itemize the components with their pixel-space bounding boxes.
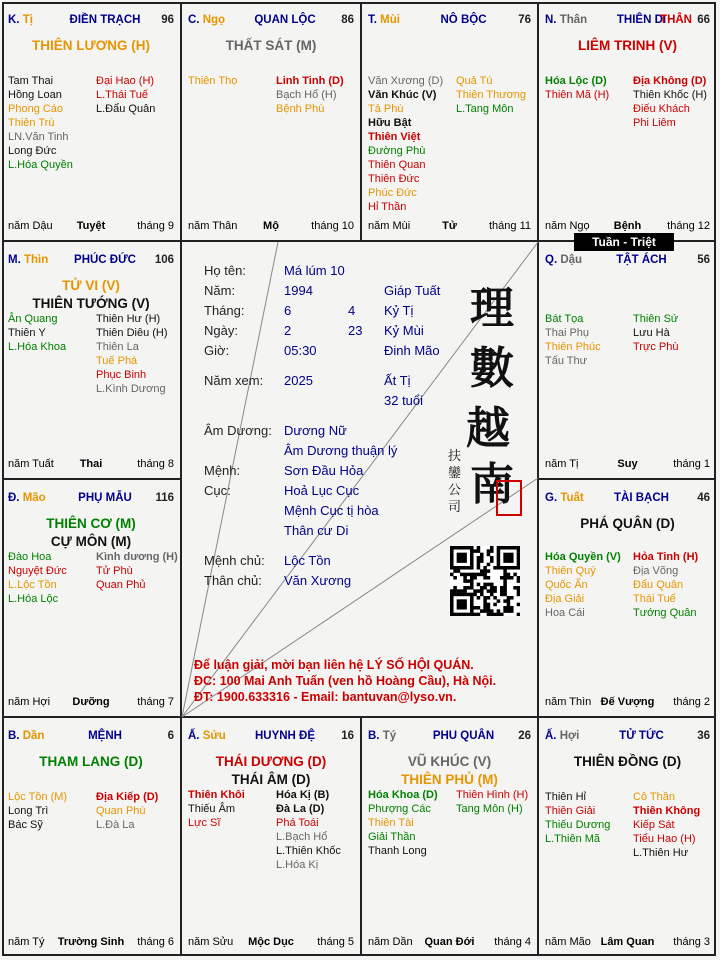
palace-name: PHÚC ĐỨC <box>74 254 136 266</box>
minor-star: Thiên Không <box>633 805 701 817</box>
seal-vertical-text: 扶 鑾 公 司 <box>448 449 462 515</box>
palace-name: TỬ TỨC <box>619 730 664 742</box>
minor-stars-right <box>96 790 158 832</box>
minor-star: Tuế Phá <box>96 355 138 367</box>
label-ho-ten: Họ tên: <box>204 263 246 278</box>
value-am-duong-2: Âm Dương thuận lý <box>284 443 398 458</box>
minor-star: Thiên Đức <box>368 173 420 185</box>
palace-month: tháng 9 <box>137 220 174 232</box>
label-cuc: Cục: <box>204 483 231 498</box>
palace-footer <box>368 220 531 234</box>
palace-branch: N. Thân <box>545 14 588 26</box>
palace-year: năm Ngọ <box>545 220 590 232</box>
palace-footer <box>8 696 174 710</box>
label-menh-chu: Mệnh chủ: <box>204 553 265 568</box>
label-nam-xem: Năm xem: <box>204 373 264 388</box>
main-star: THIÊN LƯƠNG (H) <box>32 38 150 53</box>
palace-branch: Ấ. Sửu <box>188 730 226 742</box>
palace-branch: T. Mùi <box>368 14 400 26</box>
palace-footer <box>545 458 710 472</box>
palace-header <box>8 730 174 746</box>
minor-stars-right <box>456 74 526 116</box>
label-than-chu: Thân chủ: <box>204 573 262 588</box>
value-thang-can: Kỷ Tị <box>384 303 414 318</box>
minor-star: Thai Phụ <box>545 327 590 339</box>
minor-stars-right <box>633 550 698 620</box>
value-cuc-2: Mệnh Cục tị hòa <box>284 503 379 518</box>
palace-name: ĐIỀN TRẠCH <box>69 14 141 26</box>
palace-stage: Suy <box>617 458 638 470</box>
palace-year: năm Dậu <box>8 220 53 232</box>
minor-star: L.Hóa Quyền <box>8 159 73 171</box>
palace-name: QUAN LỘC <box>254 14 316 26</box>
value-ngay: 2 <box>284 323 292 338</box>
minor-stars-right <box>96 74 155 116</box>
palace-number: 106 <box>154 254 174 266</box>
minor-stars-left <box>8 790 67 832</box>
minor-star: Thiên Khốc (H) <box>633 89 707 101</box>
minor-star: Thiên Sứ <box>633 313 679 325</box>
minor-star: Thiên Y <box>8 327 46 339</box>
label-nam: Năm: <box>204 283 236 298</box>
minor-star: Trực Phù <box>633 341 679 353</box>
label-gio: Giờ: <box>204 343 230 358</box>
minor-star: Hóa Lộc (D) <box>545 75 607 87</box>
minor-star: Linh Tinh (D) <box>276 75 344 87</box>
palace-name: TÀI BẠCH <box>614 492 669 504</box>
minor-star: Thiên Hình (H) <box>456 789 529 801</box>
palace-name: TẬT ÁCH <box>616 254 667 266</box>
palace-year: năm Tị <box>545 458 579 470</box>
palace-stage: Lâm Quan <box>600 936 655 948</box>
minor-star: Giải Thần <box>368 831 416 843</box>
palace-branch: Đ. Mão <box>8 492 46 504</box>
palace-month: tháng 7 <box>137 696 174 708</box>
minor-star: Quan Phủ <box>96 579 146 591</box>
than-mark: THÂN <box>660 14 692 26</box>
minor-star: Phong Cáo <box>8 103 64 115</box>
palace-number: 36 <box>697 730 710 742</box>
main-star: THIÊN PHỦ (M) <box>401 772 498 787</box>
palace-footer <box>545 696 710 710</box>
palace-footer <box>8 220 174 234</box>
minor-star: Ân Quang <box>8 313 58 325</box>
palace-stage: Quan Đới <box>424 936 475 948</box>
palace-footer <box>188 936 354 950</box>
minor-star: Đào Hoa <box>8 551 52 563</box>
palace-stage: Bệnh <box>613 220 642 232</box>
minor-star: Quốc Ấn <box>545 579 588 591</box>
value-ngay-can: Kỷ Mùi <box>384 323 424 338</box>
palace-year: năm Mão <box>545 936 591 948</box>
main-star: CỰ MÔN (M) <box>50 534 132 549</box>
minor-star: Thiên Quý <box>545 565 596 577</box>
red-seal-icon <box>496 480 522 516</box>
minor-stars-left <box>188 74 237 88</box>
minor-star: Lực Sĩ <box>188 817 221 829</box>
palace-year: năm Thìn <box>545 696 592 708</box>
main-star: TỬ VI (V) <box>62 278 120 293</box>
palace-number: 56 <box>697 254 710 266</box>
minor-star: Hóa Kị (B) <box>276 789 330 801</box>
value-gio: 05:30 <box>284 343 317 358</box>
minor-star: Phi Liêm <box>633 117 676 129</box>
palace-branch: B. Dần <box>8 730 45 742</box>
minor-star: L.Thiên Khốc <box>276 845 341 857</box>
main-star: THAM LANG (D) <box>39 754 143 769</box>
minor-star: Hồng Loan <box>8 89 62 101</box>
minor-star: Thiên Khôi <box>188 789 245 801</box>
calligraphy-char: 理 <box>470 283 514 334</box>
minor-star: Thiên La <box>96 341 139 353</box>
minor-star: Lộc Tồn (M) <box>8 791 68 803</box>
palace-header <box>545 492 710 508</box>
palace-number: 46 <box>697 492 710 504</box>
minor-star: Địa Không (D) <box>633 75 707 87</box>
palace-branch: Q. Dậu <box>545 254 583 266</box>
palace-year: năm Tý <box>8 936 45 948</box>
calligraphy-char: 數 <box>470 343 514 394</box>
minor-star: L.Hóa Lộc <box>8 593 59 605</box>
minor-star: Cô Thần <box>633 791 675 803</box>
calligraphy-char: 南 <box>470 459 514 510</box>
minor-star: Tang Môn (H) <box>456 803 523 815</box>
palace-month: tháng 2 <box>673 696 710 708</box>
palace-header <box>188 14 354 30</box>
minor-star: L.Đà La <box>96 819 135 831</box>
palace-month: tháng 3 <box>673 936 710 948</box>
palace-hoi[interactable] <box>539 718 716 956</box>
qr-code-icon[interactable] <box>450 546 520 616</box>
label-thang: Tháng: <box>204 303 245 318</box>
palace-name: NÔ BỘC <box>440 14 487 26</box>
palace-month: tháng 4 <box>494 936 531 948</box>
palace-year: năm Tuất <box>8 458 54 470</box>
palace-stage: Đế Vượng <box>600 696 655 708</box>
minor-star: Thiên Việt <box>368 131 421 143</box>
minor-star: Thiên Tài <box>368 817 414 829</box>
minor-stars-right <box>96 312 168 396</box>
palace-branch: G. Tuất <box>545 492 584 504</box>
minor-star: Thanh Long <box>368 845 427 857</box>
minor-star: Hóa Khoa (D) <box>368 789 438 801</box>
palace-footer <box>368 936 531 950</box>
minor-star: Bạch Hổ (H) <box>276 89 337 101</box>
calligraphy-char: 越 <box>466 403 510 454</box>
palace-month: tháng 10 <box>311 220 354 232</box>
palace-tuat[interactable] <box>539 480 716 716</box>
minor-star: LN.Văn Tinh <box>8 131 69 143</box>
minor-star: Long Đức <box>8 145 57 157</box>
minor-star: L.Lộc Tồn <box>8 579 57 591</box>
minor-star: Thiên Phúc <box>545 341 601 353</box>
value-thang-al: 4 <box>348 303 356 318</box>
minor-star: Địa Giải <box>545 593 585 605</box>
palace-stage: Thai <box>79 458 103 470</box>
palace-dan[interactable] <box>2 718 180 956</box>
minor-star: Tam Thai <box>8 75 54 87</box>
minor-star: Thiên Mã (H) <box>545 89 610 101</box>
minor-star: L.Hóa Kị <box>276 859 319 871</box>
minor-star: Tướng Quân <box>633 607 697 619</box>
minor-stars-right <box>276 788 341 872</box>
palace-year: năm Mùi <box>368 220 411 232</box>
palace-number: 116 <box>155 492 174 504</box>
minor-star: Thiên Thương <box>456 89 527 101</box>
palace-dau[interactable] <box>539 242 716 478</box>
minor-stars-left <box>8 550 67 606</box>
label-menh: Mệnh: <box>204 463 241 478</box>
minor-star: L.Tang Môn <box>456 103 514 115</box>
palace-month: tháng 1 <box>673 458 710 470</box>
value-cuc: Hoả Lục Cục <box>284 483 360 498</box>
palace-stage: Dưỡng <box>72 696 110 708</box>
minor-star: Kiếp Sát <box>633 819 675 831</box>
main-star: THÁI ÂM (D) <box>231 772 311 787</box>
minor-star: Thiên Giải <box>545 805 596 817</box>
minor-star: Phá Toái <box>276 817 319 829</box>
value-ho-ten: Má lúm 10 <box>284 263 345 278</box>
palace-year: năm Dần <box>368 936 413 948</box>
minor-star: Địa Kiếp (D) <box>96 791 159 803</box>
minor-star: Bác Sỹ <box>8 819 43 831</box>
minor-stars-left <box>188 788 245 830</box>
palace-month: tháng 6 <box>137 936 174 948</box>
main-star: THIÊN CƠ (M) <box>46 516 136 531</box>
palace-year: năm Hợi <box>8 696 51 708</box>
value-than-chu: Văn Xương <box>284 573 352 588</box>
palace-year: năm Thân <box>188 220 238 232</box>
minor-star: Quả Tú <box>456 75 493 87</box>
palace-footer <box>545 220 710 234</box>
palace-stage: Tử <box>442 220 457 232</box>
palace-footer <box>8 936 174 950</box>
minor-stars-left <box>368 74 443 214</box>
value-am-duong: Dương Nữ <box>284 423 347 438</box>
minor-star: Tấu Thư <box>545 355 588 367</box>
palace-number: 6 <box>167 730 174 742</box>
minor-star: L.Thiên Hư <box>633 847 689 859</box>
palace-month: tháng 11 <box>488 220 531 232</box>
palace-name: PHỤ MẪU <box>78 492 132 504</box>
value-nam-xem: 2025 <box>284 373 313 388</box>
value-cuc-3: Thân cư Di <box>284 523 349 538</box>
palace-ngo[interactable] <box>182 2 360 240</box>
minor-star: Hỉ Thần <box>368 201 407 213</box>
minor-star: Hỏa Tinh (H) <box>633 551 699 563</box>
minor-star: Thiên Hư (H) <box>96 313 161 325</box>
main-star: VŨ KHÚC (V) <box>407 754 492 769</box>
palace-name: THIÊN DI <box>616 14 667 26</box>
minor-star: Tiểu Hao (H) <box>633 833 696 845</box>
palace-stage: Tuyệt <box>76 220 106 232</box>
minor-star: Thiên Trù <box>8 117 55 129</box>
value-thang: 6 <box>284 303 292 318</box>
contact-line-2: ĐC: 100 Mai Anh Tuấn (ven hồ Hoàng Cầu), Hà Nội. <box>194 674 497 688</box>
value-gio-can: Đinh Mão <box>384 343 440 358</box>
minor-stars-right <box>633 790 700 860</box>
palace-thin[interactable] <box>2 242 180 478</box>
palace-ti[interactable] <box>2 2 180 240</box>
palace-ty[interactable] <box>362 718 537 956</box>
minor-star: Thiếu Âm <box>188 803 236 815</box>
minor-star: Bệnh Phù <box>276 103 325 115</box>
palace-header <box>545 254 710 270</box>
label-am-duong: Âm Dương: <box>204 423 272 438</box>
minor-star: L.Kình Dương <box>96 383 166 395</box>
minor-star: L.Thái Tuế <box>96 89 148 101</box>
palace-header <box>8 14 174 30</box>
palace-header <box>8 254 174 270</box>
main-star: LIÊM TRINH (V) <box>578 38 677 53</box>
main-star: THIÊN ĐỒNG (D) <box>573 754 682 769</box>
minor-star: Văn Xương (D) <box>368 75 444 87</box>
minor-star: Phục Binh <box>96 369 147 381</box>
palace-header <box>8 492 174 508</box>
palace-suu[interactable] <box>182 718 360 956</box>
minor-star: Đại Hao (H) <box>96 75 155 87</box>
palace-number: 86 <box>341 14 354 26</box>
value-nam-xem-can: Ất Tị <box>384 373 411 388</box>
minor-stars-right <box>276 74 344 116</box>
tuan-triet-badge: Tuần - Triệt <box>574 233 674 251</box>
palace-branch: C. Ngọ <box>188 14 226 26</box>
minor-stars-left <box>545 312 601 368</box>
label-ngay: Ngày: <box>204 323 238 338</box>
minor-stars-right <box>633 74 707 130</box>
palace-mao[interactable] <box>2 480 180 716</box>
value-menh-chu: Lộc Tồn <box>284 553 331 568</box>
palace-branch: Ấ. Hợi <box>545 730 580 742</box>
value-tuoi: 32 tuổi <box>384 393 424 408</box>
minor-stars-left <box>8 312 66 354</box>
minor-star: Long Trì <box>8 805 49 817</box>
minor-star: L.Thiên Mã <box>545 833 601 845</box>
minor-stars-right <box>633 312 678 354</box>
main-star: PHÁ QUÂN (D) <box>580 516 675 531</box>
minor-star: Thiên Quan <box>368 159 426 171</box>
main-star: THÁI DƯƠNG (D) <box>215 754 327 769</box>
minor-star: Thiên Diêu (H) <box>96 327 168 339</box>
minor-star: Bát Tọa <box>545 313 584 325</box>
palace-number: 66 <box>697 14 710 26</box>
palace-footer <box>8 458 174 472</box>
palace-stage: Mộ <box>263 220 279 232</box>
palace-year: năm Sửu <box>188 936 234 948</box>
palace-name: HUYNH ĐỆ <box>254 730 316 742</box>
minor-stars-left <box>545 74 609 102</box>
palace-header <box>188 730 354 746</box>
palace-month: tháng 5 <box>317 936 354 948</box>
value-ngay-al: 23 <box>348 323 363 338</box>
contact-line-3[interactable]: ĐT: 1900.633316 - Email: bantuvan@lyso.vn. <box>194 690 457 704</box>
minor-star: Tả Phù <box>368 103 404 115</box>
minor-star: Kình dương (H) <box>96 551 178 563</box>
minor-star: Thiếu Dương <box>545 819 611 831</box>
palace-branch: K. Tị <box>8 14 33 26</box>
palace-header <box>545 14 710 30</box>
palace-footer <box>545 936 710 950</box>
palace-header <box>545 730 710 746</box>
main-star: THẤT SÁT (M) <box>225 38 317 53</box>
palace-number: 96 <box>161 14 174 26</box>
palace-than[interactable] <box>539 2 716 240</box>
palace-header <box>368 730 531 746</box>
minor-star: Quan Phù <box>96 805 146 817</box>
minor-star: Thái Tuế <box>633 593 676 605</box>
minor-star: Thiên Thọ <box>188 75 238 87</box>
minor-stars-right <box>456 788 528 816</box>
palace-number: 76 <box>518 14 531 26</box>
palace-stage: Trường Sinh <box>57 936 125 948</box>
minor-star: Văn Khúc (V) <box>368 89 437 101</box>
minor-star: Tử Phù <box>96 565 133 577</box>
minor-star: Hữu Bật <box>368 117 412 129</box>
minor-stars-left <box>545 550 621 620</box>
palace-number: 16 <box>341 730 354 742</box>
palace-branch: M. Thìn <box>8 254 49 266</box>
minor-star: Đẩu Quân <box>633 579 684 591</box>
minor-star: Điếu Khách <box>633 103 690 115</box>
minor-star: Đà La (D) <box>276 803 325 815</box>
palace-stage: Mộc Dục <box>248 936 294 948</box>
palace-month: tháng 8 <box>137 458 174 470</box>
palace-month: tháng 12 <box>667 220 710 232</box>
minor-stars-left <box>8 74 73 172</box>
minor-star: L.Hóa Khoa <box>8 341 67 353</box>
palace-number: 26 <box>518 730 531 742</box>
main-star: THIÊN TƯỚNG (V) <box>32 296 150 311</box>
minor-star: Lưu Hà <box>633 327 670 339</box>
palace-name: MỆNH <box>88 730 122 742</box>
minor-star: Đường Phù <box>368 145 426 157</box>
minor-star: Phượng Các <box>368 803 431 815</box>
minor-stars-left <box>368 788 438 858</box>
palace-branch: B. Tý <box>368 730 397 742</box>
minor-star: Thiên Hỉ <box>545 791 586 803</box>
minor-star: L.Đẩu Quân <box>96 103 156 115</box>
minor-star: Nguyệt Đức <box>8 565 67 577</box>
palace-footer <box>188 220 354 234</box>
contact-line-1: Để luận giải, mời bạn liên hệ LÝ SỐ HỘI QUÁN. <box>194 658 474 672</box>
palace-mui[interactable] <box>362 2 537 240</box>
minor-star: L.Bạch Hổ <box>276 831 328 843</box>
value-nam-can: Giáp Tuất <box>384 283 441 298</box>
minor-stars-right <box>96 550 178 592</box>
minor-star: Hóa Quyền (V) <box>545 551 621 563</box>
value-nam: 1994 <box>284 283 313 298</box>
minor-star: Địa Võng <box>633 565 679 577</box>
minor-star: Hoa Cái <box>545 607 585 619</box>
value-menh: Sơn Đầu Hỏa <box>284 463 364 478</box>
minor-stars-left <box>545 790 610 846</box>
palace-name: PHU QUÂN <box>432 730 495 742</box>
palace-header <box>368 14 531 30</box>
minor-star: Phúc Đức <box>368 187 417 199</box>
